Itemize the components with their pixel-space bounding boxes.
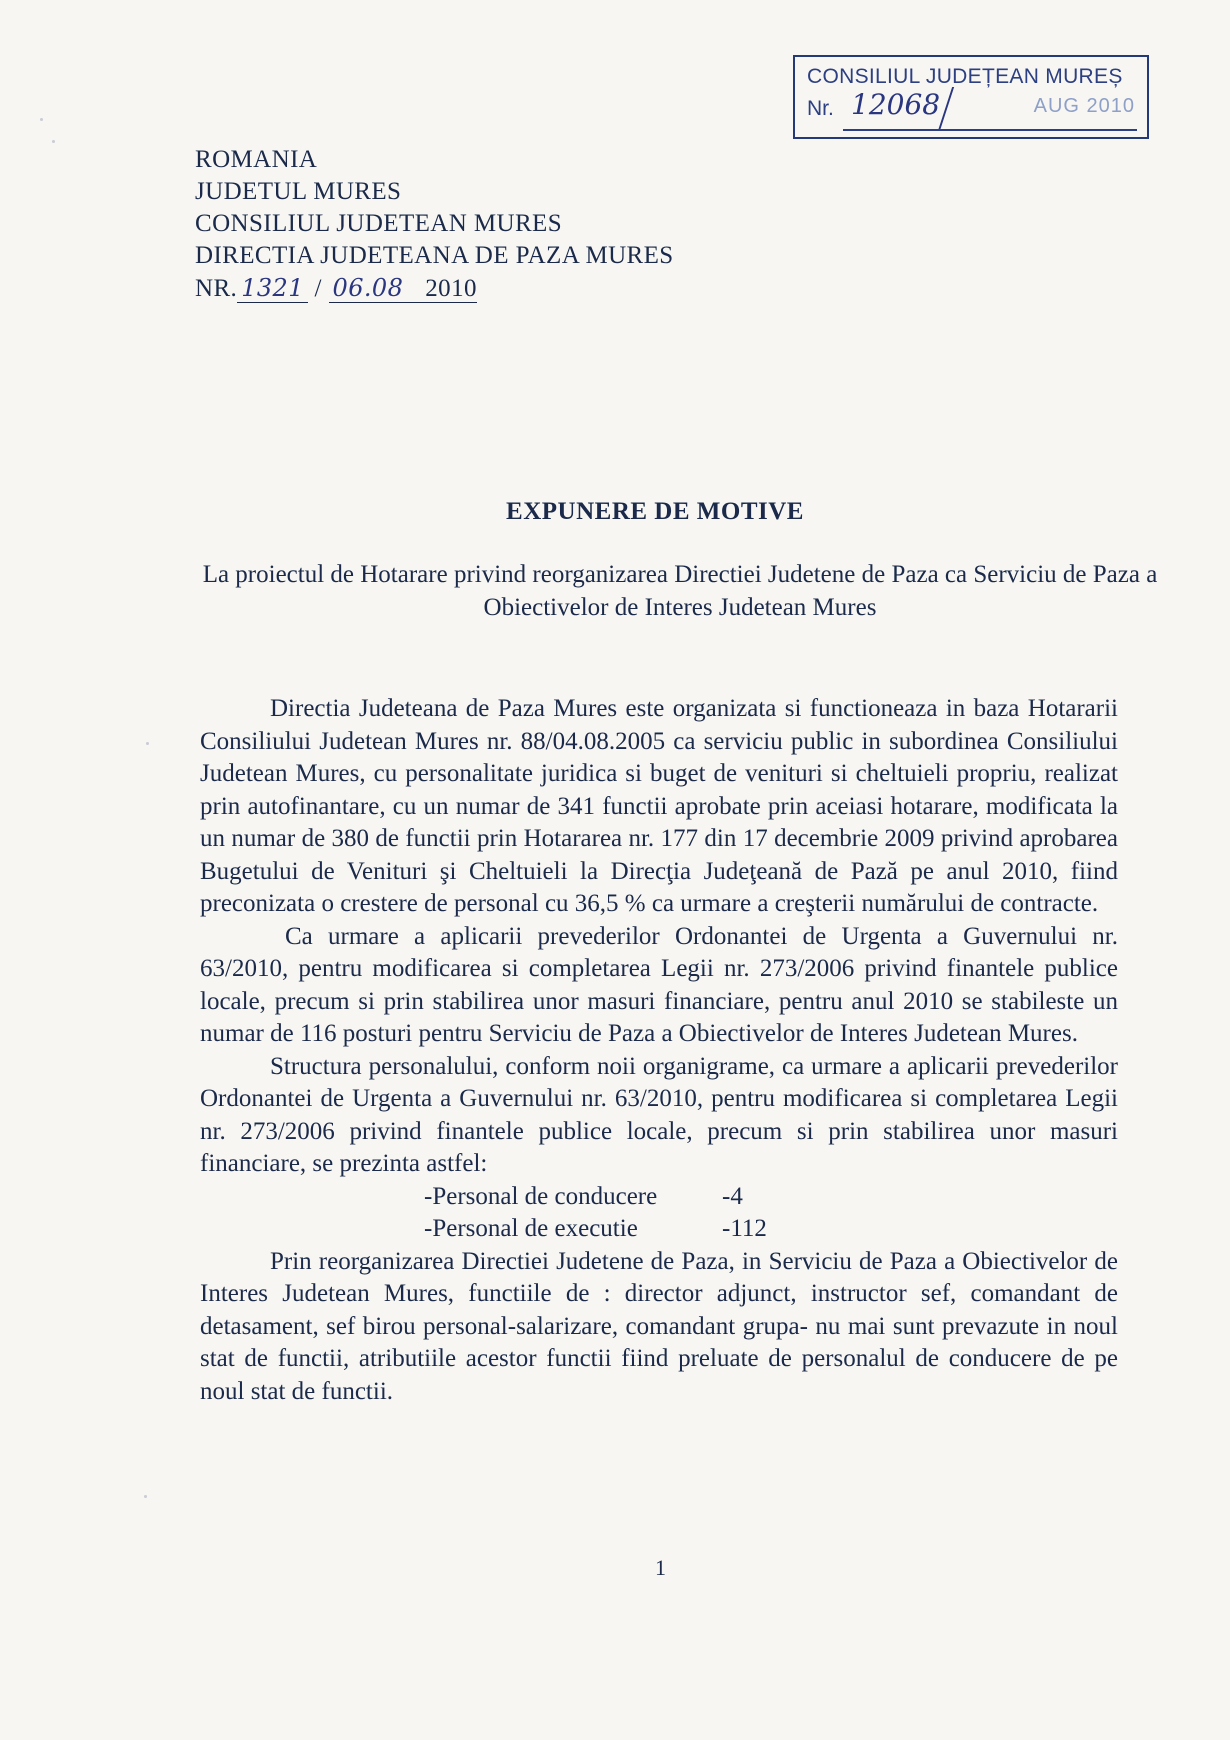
stamp-registration-number: 12068 xyxy=(851,88,941,121)
registration-stamp xyxy=(793,55,1149,139)
nr-number: 1321 xyxy=(237,274,308,303)
stamp-underline xyxy=(843,129,1137,131)
stamp-title: CONSILIUL JUDEȚEAN MUREȘ xyxy=(807,65,1123,88)
personnel-list xyxy=(200,1181,1118,1246)
personnel-value: -4 xyxy=(722,1182,743,1210)
paragraph-3: Structura personalului, conform noii organigrame, ca urmare a aplicarii prevederilor Ordonantei de Urgenta a Guvernului nr. 63/2010, pentru modificarea si completarea Legii nr. 273/2006 privind finantele publice locale, precum si prin stabilirea unor masuri financiare, se prezinta astfel: xyxy=(200,1052,1118,1177)
personnel-value: -112 xyxy=(722,1215,767,1242)
document-body xyxy=(200,693,1118,1408)
nr-year: 2010 xyxy=(407,275,477,303)
stamp-slash xyxy=(938,87,954,131)
paragraph-final: Prin reorganizarea Directiei Judetene de Paza, in Serviciu de Paza a Obiectivelor de Interes Judetean Mures, functiile de : director adjunct, instructor sef, comandant de detasament, sef birou personal-salarizare, comandant grupa- nu mai sunt prevazute in noul stat de functii, atributiile acestor functii fiind preluate de personalul de conducere de pe noul stat de functii. xyxy=(200,1247,1118,1405)
nr-date: 06.08 xyxy=(329,274,408,303)
list-item xyxy=(200,1181,1118,1214)
header-directorate: DIRECTIA JUDETEANA DE PAZA MURES xyxy=(195,242,674,269)
header-council: CONSILIUL JUDETEAN MURES xyxy=(195,210,562,237)
document-subtitle: La proiectul de Hotarare privind reorganizarea Directiei Judetene de Paza ca Serviciu de Paza a Obiectivelor de Interes Judetean Mures xyxy=(202,561,1158,621)
header-registration-line xyxy=(195,272,674,305)
stamp-nr-label: Nr. xyxy=(807,97,834,120)
header-county: JUDETUL MURES xyxy=(195,178,402,205)
paragraph-1: Directia Judeteana de Paza Mures este organizata si functioneaza in baza Hotararii Consiliului Judetean Mures nr. 88/04.08.2005 ca serviciu public in subordinea Consiliului Judetean Mures, cu personalitate juridica si buget de venituri si cheltuieli propriu, realizat prin autofinantare, cu un numar de 341 functii aprobate prin aceiasi hotarare, modificata la un numar de 380 de functii prin Hotararea nr. 177 din 17 decembrie 2009 privind aprobarea Bugetului de Venituri şi Cheltuieli la Direcţia Judeţeană de Pază pe anul 2010, fiind preconizata o crestere de personal cu 36,5 % ca urmare a creşterii numărului de contracte. xyxy=(200,695,1118,917)
document-header xyxy=(195,144,674,305)
personnel-label: -Personal de conducere xyxy=(424,1182,658,1210)
personnel-label: -Personal de executie xyxy=(424,1215,638,1242)
page-number: 1 xyxy=(655,1555,666,1580)
nr-separator: / xyxy=(314,275,322,302)
document-title: EXPUNERE DE MOTIVE xyxy=(506,498,804,525)
stamp-date: AUG 2010 xyxy=(1033,95,1135,117)
nr-prefix: NR. xyxy=(195,275,238,302)
header-country: ROMANIA xyxy=(195,146,318,173)
paragraph-2: Ca urmare a aplicarii prevederilor Ordonantei de Urgenta a Guvernului nr. 63/2010, pentru modificarea si completarea Legii nr. 273/2006 privind finantele publice locale, precum si prin stabilirea unor masuri financiare, pentru anul 2010 se stabileste un numar de 116 posturi pentru Serviciu de Paza a Obiectivelor de Interes Judetean Mures. xyxy=(200,922,1118,1047)
list-item xyxy=(200,1213,1118,1246)
